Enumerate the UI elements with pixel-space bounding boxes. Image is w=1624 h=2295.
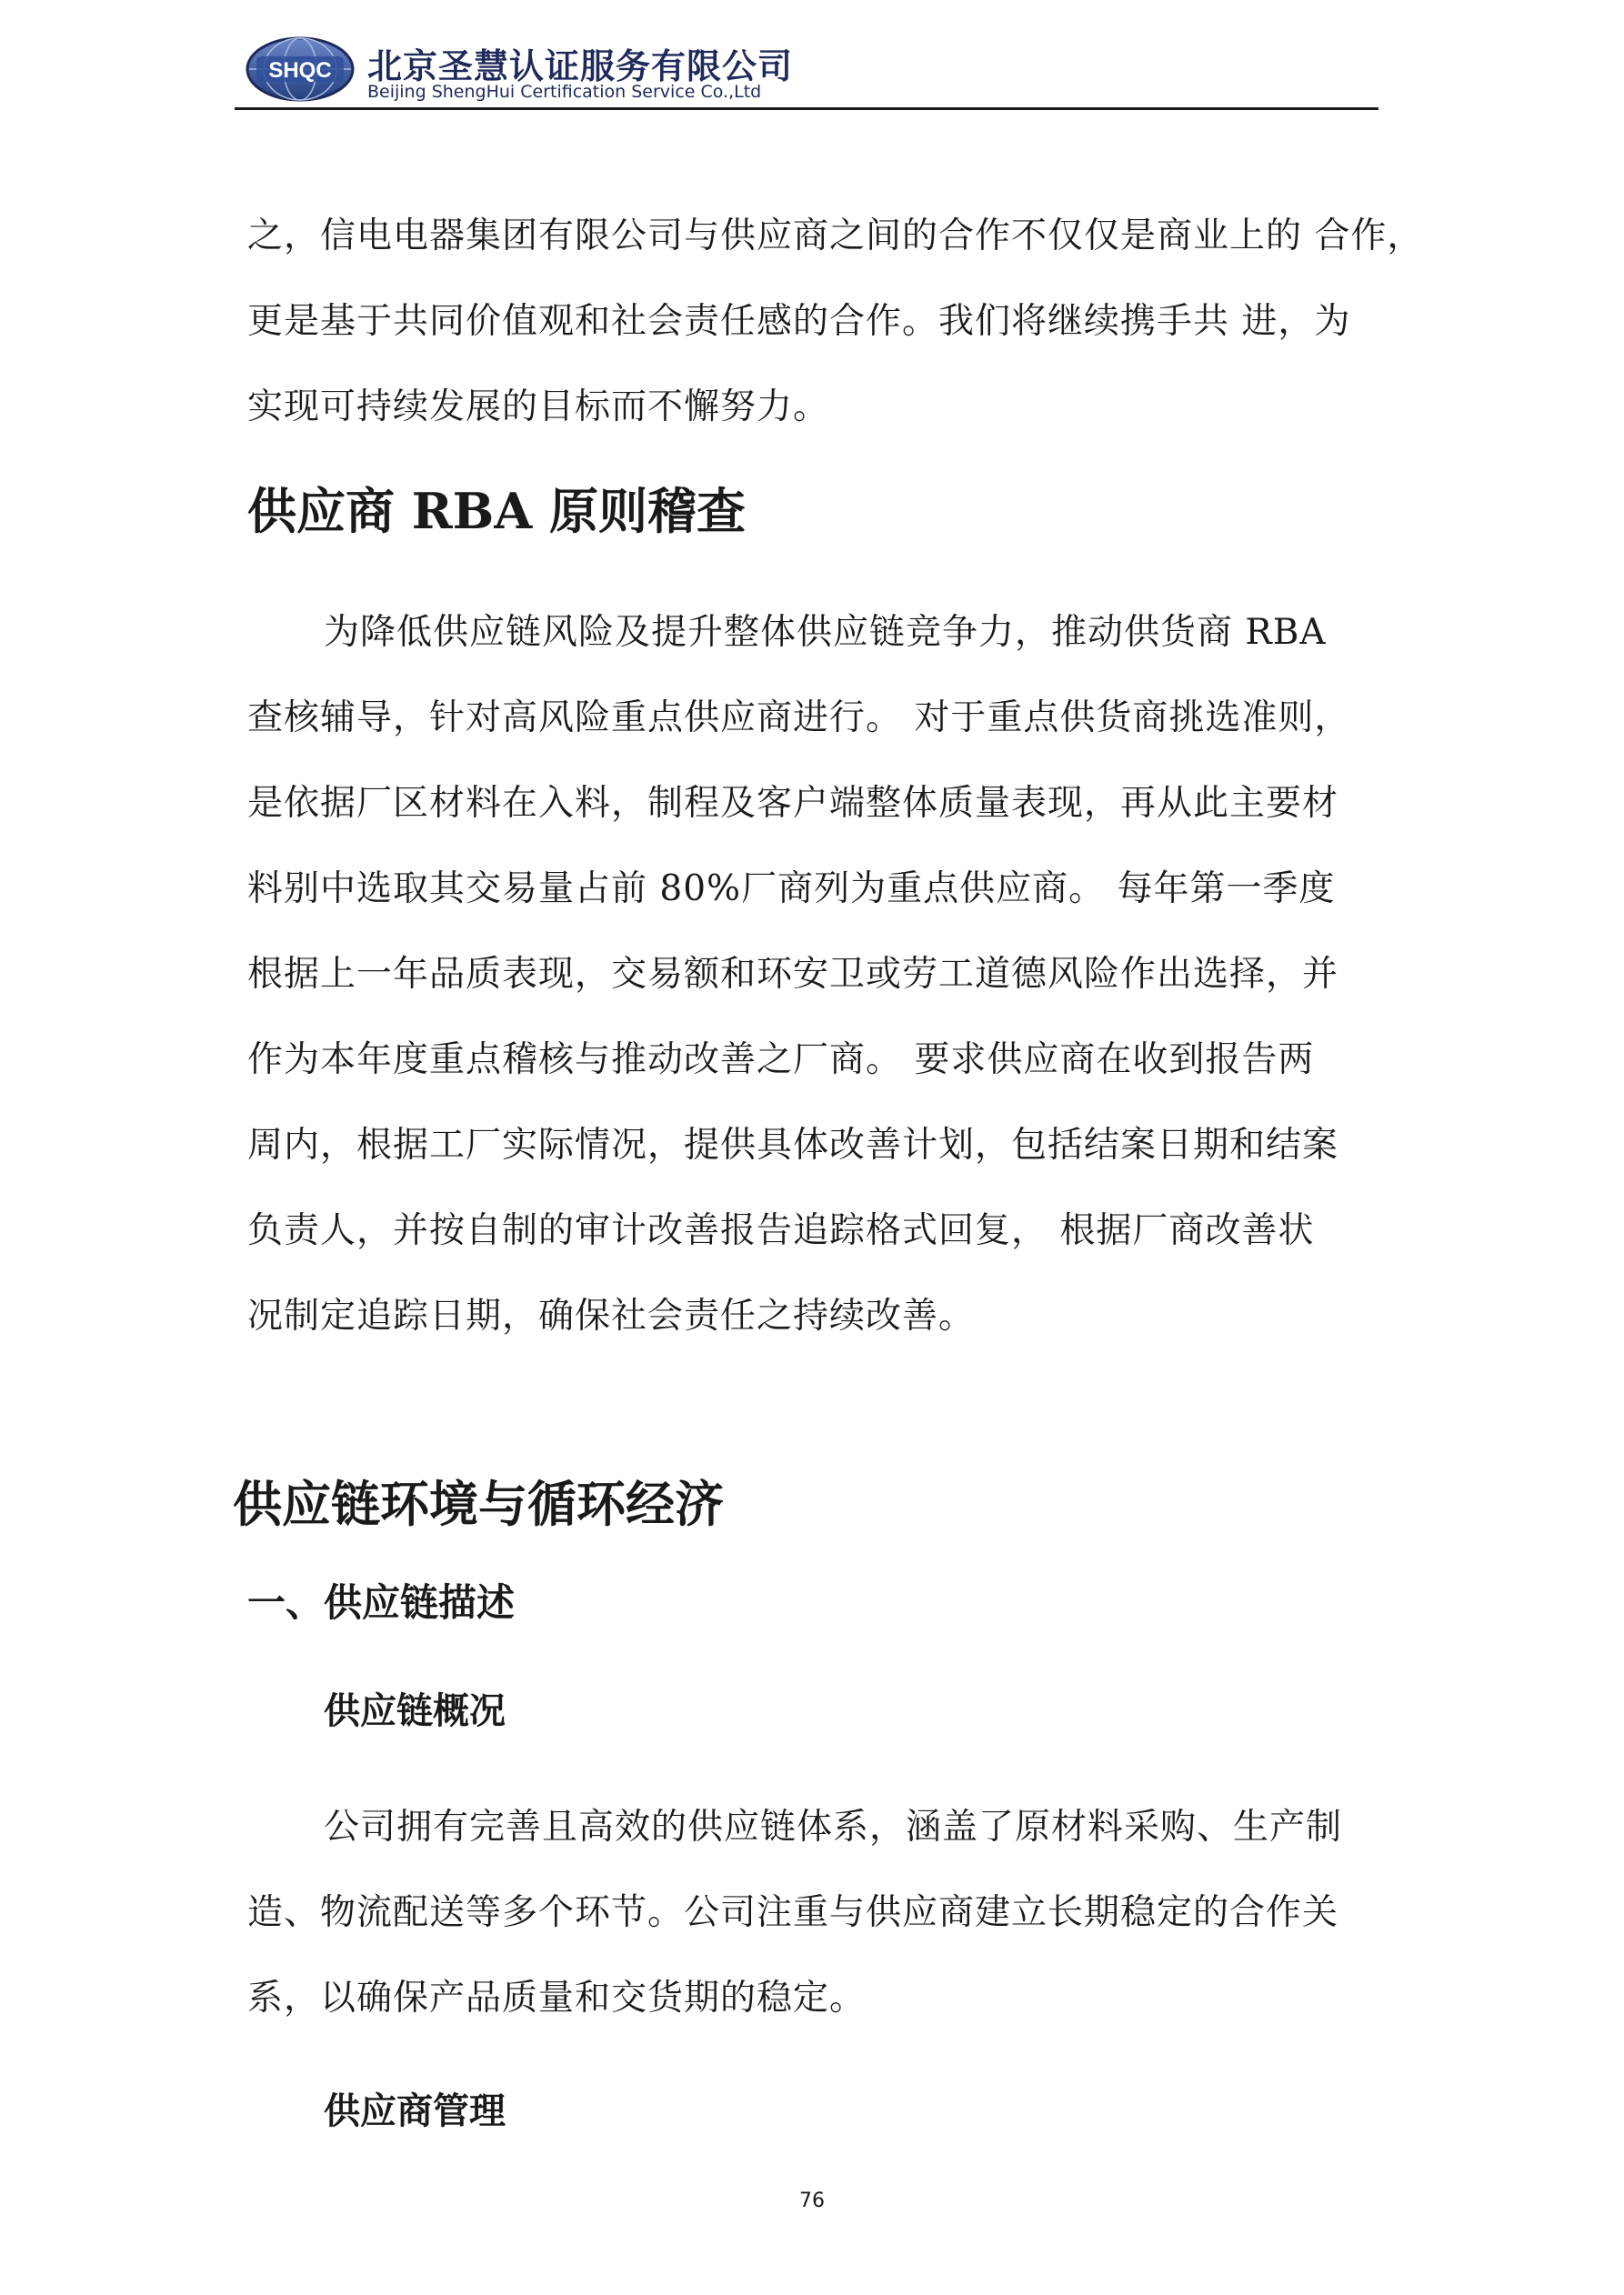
rba-line-5: 根据上一年品质表现，交易额和环安卫或劳工道德风险作出选择，并 [247, 954, 1339, 995]
rba-line-3: 是依据厂区材料在入料，制程及客户端整体质量表现，再从此主要材 [247, 783, 1339, 824]
page-number: 76 [799, 2190, 825, 2212]
subheading-supplier-management: 供应商管理 [324, 2090, 506, 2132]
shqc-logo-icon [244, 35, 356, 104]
overview-line-3: 系，以确保产品质量和交货期的稳定。 [247, 1978, 867, 2019]
rba-line-9: 况制定追踪日期，确保社会责任之持续改善。 [247, 1296, 976, 1337]
rba-line-2: 查核辅导，针对高风险重点供应商进行。 对于重点供货商挑选准则， [247, 697, 1351, 738]
rba-line-6: 作为本年度重点稽核与推动改善之厂商。 要求供应商在收到报告两 [247, 1039, 1315, 1080]
intro-line-2: 更是基于共同价值观和社会责任感的合作。我们将继续携手共 进，为 [247, 301, 1351, 342]
rba-line-7: 周内，根据工厂实际情况，提供具体改善计划，包括结案日期和结案 [247, 1125, 1339, 1166]
overview-line-2: 造、物流配送等多个环节。公司注重与供应商建立长期稳定的合作关 [247, 1892, 1339, 1933]
company-name-cn: 北京圣慧认证服务有限公司 [367, 46, 794, 86]
rba-line-1: 为降低供应链风险及提升整体供应链竞争力，推动供货商 RBA [324, 612, 1327, 653]
intro-line-3: 实现可持续发展的目标而不懈努力。 [247, 386, 830, 427]
rba-line-4: 料别中选取其交易量占前 80%厂商列为重点供应商。 每年第一季度 [247, 868, 1336, 909]
overview-line-1: 公司拥有完善且高效的供应链体系，涵盖了原材料采购、生产制 [324, 1807, 1343, 1848]
section-title-supply-chain-environment: 供应链环境与循环经济 [233, 1475, 724, 1533]
rba-line-8: 负责人，并按自制的审计改善报告追踪格式回复， 根据厂商改善状 [247, 1210, 1315, 1251]
header-divider [235, 107, 1378, 110]
subsection-title-supply-chain-description: 一、供应链描述 [247, 1580, 516, 1625]
intro-line-1: 之，信电电器集团有限公司与供应商之间的合作不仅仅是商业上的 合作， [247, 215, 1424, 256]
section-title-rba-audit: 供应商 RBA 原则稽查 [247, 482, 747, 540]
page-header [235, 31, 1378, 111]
company-name-en: Beijing ShengHui Certification Service Co.,Ltd [367, 82, 762, 102]
subheading-supply-chain-overview: 供应链概况 [324, 1689, 506, 1732]
logo-text: SHQC [268, 58, 332, 83]
